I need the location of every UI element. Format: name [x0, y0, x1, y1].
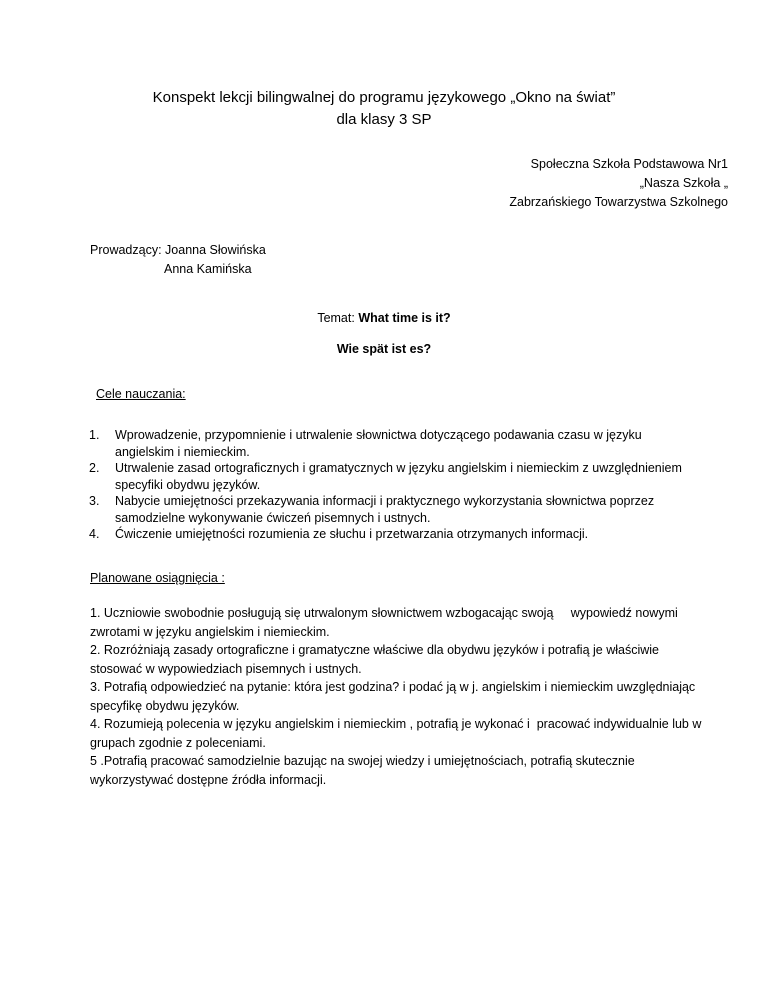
outcomes-heading: Planowane osiągnięcia :	[90, 571, 225, 585]
list-item	[89, 493, 689, 526]
list-item: 2. Rozróżniają zasady ortograficzne i gramatyczne właściwe dla obydwu języków i potrafią je właściwie stosować w wypowiedziach pisemnych i ustnych.	[90, 643, 660, 676]
list-item: 3. Potrafią odpowiedzieć na pytanie: która jest godzina? i podać ją w j. angielskim i niemieckim uwzględniając specyfikę obydwu języków.	[90, 680, 696, 713]
school-line-3: Zabrzańskiego Towarzystwa Szkolnego	[509, 195, 728, 209]
document-title	[0, 87, 768, 131]
school-line-1: Społeczna Szkoła Podstawowa Nr1	[530, 157, 728, 171]
lesson-topic	[0, 311, 768, 356]
goals-heading: Cele nauczania:	[96, 387, 186, 401]
goal-number: 4.	[89, 527, 100, 541]
title-line-1: Konspekt lekcji bilingwalnej do programu językowego „Okno na świat”	[152, 89, 616, 106]
list-item: 1. Uczniowie swobodnie posługują się utrwalonym słownictwem wzbogacając swoją wypowiedź nowymi zwrotami w języku angielskim i niemieckim.	[90, 606, 682, 639]
topic-german: Wie spät ist es?	[336, 342, 432, 356]
title-line-2: dla klasy 3 SP	[336, 111, 432, 128]
lecturers-label: Prowadzący:	[90, 243, 162, 257]
lecturer-name-1: Joanna Słowińska	[165, 243, 266, 257]
goal-text: Utrwalenie zasad ortograficznych i gramatycznych w języku angielskim i niemieckim z uwzględnieniem specyfiki obydwu języków.	[115, 461, 682, 492]
school-line-2: „Nasza Szkoła „	[639, 176, 728, 190]
topic-english: What time is it?	[358, 311, 451, 325]
list-item: 5 .Potrafią pracować samodzielnie bazując na swojej wiedzy i umiejętnościach, potrafią skutecznie wykorzystywać dostępne źródła informacji.	[90, 754, 635, 787]
list-item	[89, 526, 689, 543]
outcomes-list	[90, 604, 710, 789]
lecturers	[90, 241, 266, 279]
school-info	[509, 155, 728, 212]
goal-text: Ćwiczenie umiejętności rozumienia ze słuchu i przetwarzania otrzymanych informacji.	[115, 527, 589, 541]
topic-label: Temat:	[317, 311, 355, 325]
lecturer-name-2: Anna Kamińska	[164, 262, 252, 276]
goals-list	[89, 427, 689, 543]
list-item	[89, 427, 689, 460]
goal-text: Nabycie umiejętności przekazywania informacji i praktycznego wykorzystania słownictwa poprzez samodzielne wykonywanie ćwiczeń pisemnych i ustnych.	[115, 494, 655, 525]
goal-number: 1.	[89, 428, 100, 442]
goal-number: 3.	[89, 494, 100, 508]
list-item: 4. Rozumieją polecenia w języku angielskim i niemieckim , potrafią je wykonać i pracować indywidualnie lub w grupach zgodnie z poleceniami.	[90, 717, 705, 750]
goal-number: 2.	[89, 461, 100, 475]
list-item	[89, 460, 689, 493]
goal-text: Wprowadzenie, przypomnienie i utrwalenie słownictwa dotyczącego podawania czasu w języku angielskim i niemieckim.	[115, 428, 642, 459]
